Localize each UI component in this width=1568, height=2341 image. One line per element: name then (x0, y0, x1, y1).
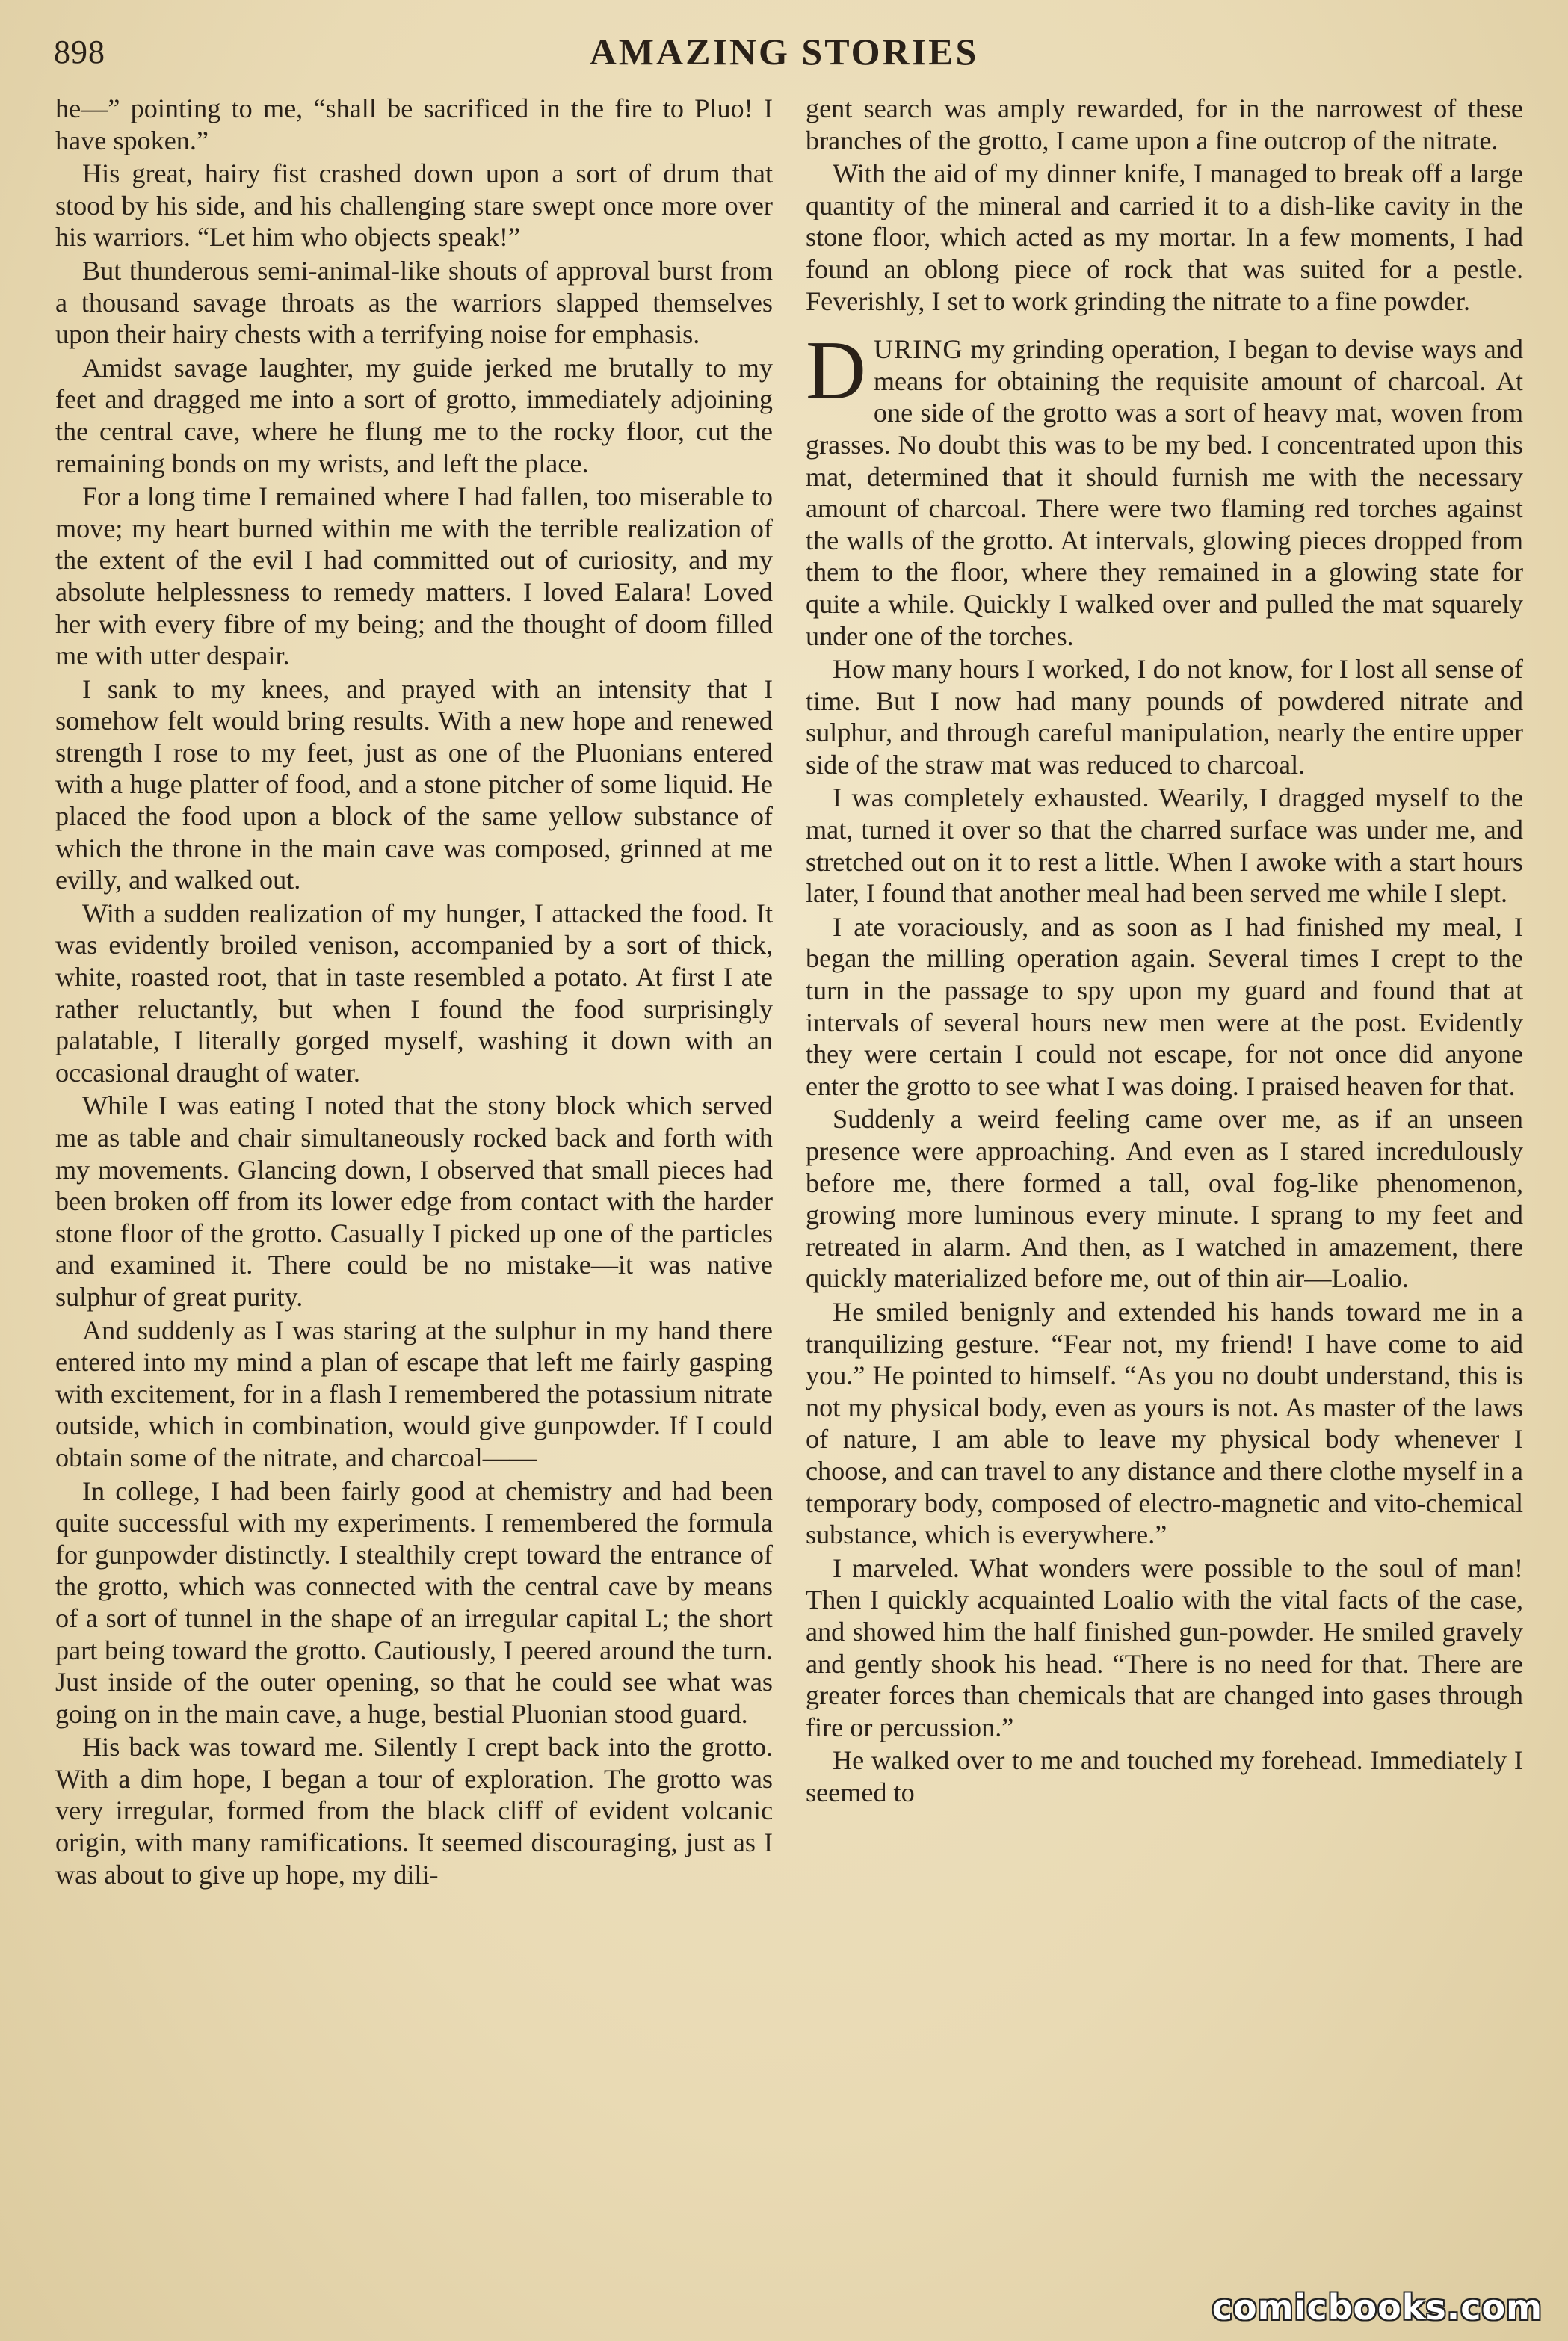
paragraph: He smiled benignly and extended his hands toward me in a tranquilizing gesture. “Fear not, my friend! I have come to aid you.” He pointed to himself. “As you no doubt understand, this is not my physical body, even as yours is not. As master of the laws of nature, I am able to leave my physical body whenever I choose, and can travel to any distance and there clothe myself in a temporary body, composed of electro-magnetic and vito-chemical substance, which is everywhere.” (806, 1296, 1523, 1550)
paragraph: With the aid of my dinner knife, I managed to break off a large quantity of the mineral and carried it to a dish-like cavity in the stone floor, which acted as my mortar. In a few moments, I had found an oblong piece of rock that was suited for a pestle. Feverishly, I set to work grinding the nitrate to a fine powder. (806, 158, 1523, 316)
paragraph: I marveled. What wonders were possible to the soul of man! Then I quickly acquainted Loalio with the vital facts of the case, and showed him the half finished gun-powder. He smiled gravely and gently shook his head. “There is no need for that. There are greater forces than chemicals that are changed into gases through fire or percussion.” (806, 1552, 1523, 1742)
right-column (806, 93, 1523, 2328)
paragraph: While I was eating I noted that the stony block which served me as table and chair simultaneously rocked back and forth with my movements. Glancing down, I observed that small pieces had been broken off from its lower edge from contact with the harder stone floor of the grotto. Casually I picked up one of the particles and examined it. There could be no mistake—it was native sulphur of great purity. (55, 1091, 773, 1312)
running-head: AMAZING STORIES (589, 31, 979, 73)
paragraph: I ate voraciously, and as soon as I had finished my meal, I began the milling operation again. Several times I crept to the turn in the passage to spy upon my guard and found that at intervals of several hours new men were at the post. Evidently they were certain I could not escape, for not once did anyone enter the grotto to see what I was doing. I praised heaven for that. (806, 911, 1523, 1101)
paragraph: How many hours I worked, I do not know, for I lost all sense of time. But I now had many pounds of powdered nitrate and sulphur, and through careful manipulation, nearly the entire upper side of the straw mat was reduced to charcoal. (806, 654, 1523, 780)
paragraph: But thunderous semi-animal-like shouts of approval burst from a thousand savage throats as the warriors slapped themselves upon their hairy chests with a terrifying noise for emphasis. (55, 255, 773, 350)
paragraph: He walked over to me and touched my forehead. Immediately I seemed to (806, 1745, 1523, 1807)
paragraph: Amidst savage laughter, my guide jerked me brutally to my feet and dragged me into a sort of grotto, immediately adjoining the central cave, where he flung me to the rocky floor, cut the remaining bonds on my wrists, and left the place. (55, 352, 773, 478)
paragraph: I was completely exhausted. Wearily, I dragged myself to the mat, turned it over so that the charred surface was under me, and stretched out on it to rest a little. When I awoke with a start hours later, I found that another meal had been served me while I slept. (806, 783, 1523, 909)
small-caps-lead: URING (873, 334, 963, 365)
drop-cap: D (806, 324, 866, 418)
section-text: my grinding operation, I began to devise ways and means for obtaining the requisite amount of charcoal. At one side of the grotto was a sort of heavy mat, woven from grasses. No doubt this was to be my bed. I concentrated upon this mat, determined that it should furnish me with the necessary amount of charcoal. There were two flaming red torches against the walls of the grotto. At intervals, glowing pieces dropped from them to the floor, where they remained in a glowing state for quite a while. Quickly I walked over and pulled the mat squarely under one of the torches. (806, 334, 1523, 651)
paragraph: I sank to my knees, and prayed with an intensity that I somehow felt would bring results. With a new hope and renewed strength I rose to my feet, just as one of the Pluonians entered with a huge platter of food, and a stone pitcher of some liquid. He placed the food upon a block of the same yellow substance of which the throne in the main cave was composed, grinned at me evilly, and walked out. (55, 673, 773, 895)
paragraph: And suddenly as I was staring at the sulphur in my hand there entered into my mind a plan of escape that left me fairly gasping with excitement, for in a flash I remembered the potassium nitrate outside, which in combination, would give gunpowder. If I could obtain some of the nitrate, and charcoal—— (55, 1315, 773, 1472)
watermark: comicbooks.com (1212, 2287, 1543, 2328)
paragraph: For a long time I remained where I had fallen, too miserable to move; my heart burned within me with the terrible realization of the extent of the evil I had committed out of curiosity, and my absolute helplessness to remedy matters. I loved Ealara! Loved her with every fibre of my being; and the thought of doom filled me with utter despair. (55, 481, 773, 671)
section-opening-paragraph (806, 324, 1523, 652)
paragraph: Suddenly a weird feeling came over me, as if an unseen presence were approaching. And even as I stared incredulously before me, there formed a tall, oval fog-like phenomenon, growing more luminous every minute. I sprang to my feet and retreated in alarm. And then, as I watched in amazement, there quickly materialized before me, out of thin air—Loalio. (806, 1104, 1523, 1294)
paragraph: In college, I had been fairly good at chemistry and had been quite successful with my experiments. I remembered the formula for gunpowder distinctly. I stealthily crept toward the entrance of the grotto, which was connected with the central cave by means of a sort of tunnel in the shape of an irregular capital L; the short part being toward the grotto. Cautiously, I peered around the turn. Just inside of the outer opening, so that he could see what was going on in the main cave, a huge, bestial Pluonian stood guard. (55, 1475, 773, 1729)
paragraph: gent search was amply rewarded, for in the narrowest of these branches of the grotto, I came upon a fine outcrop of the nitrate. (806, 93, 1523, 155)
left-column (55, 93, 773, 2328)
paragraph: With a sudden realization of my hunger, I attacked the food. It was evidently broiled venison, accompanied by a sort of thick, white, roasted root, that in taste resembled a potato. At first I ate rather reluctantly, but when I found the food surprisingly palatable, I literally gorged myself, washing it down with an occasional draught of water. (55, 898, 773, 1088)
page-number: 898 (54, 34, 105, 70)
paragraph: His back was toward me. Silently I crept back into the grotto. With a dim hope, I began a tour of exploration. The grotto was very irregular, formed from the black cliff of evident volcanic origin, with many ramifications. It seemed discouraging, just as I was about to give up hope, my dili- (55, 1732, 773, 1890)
article-body (55, 93, 1523, 2328)
paragraph: he—” pointing to me, “shall be sacrificed in the fire to Pluo! I have spoken.” (55, 93, 773, 155)
paragraph: His great, hairy fist crashed down upon a sort of drum that stood by his side, and his challenging stare swept once more over his warriors. “Let him who objects speak!” (55, 158, 773, 253)
